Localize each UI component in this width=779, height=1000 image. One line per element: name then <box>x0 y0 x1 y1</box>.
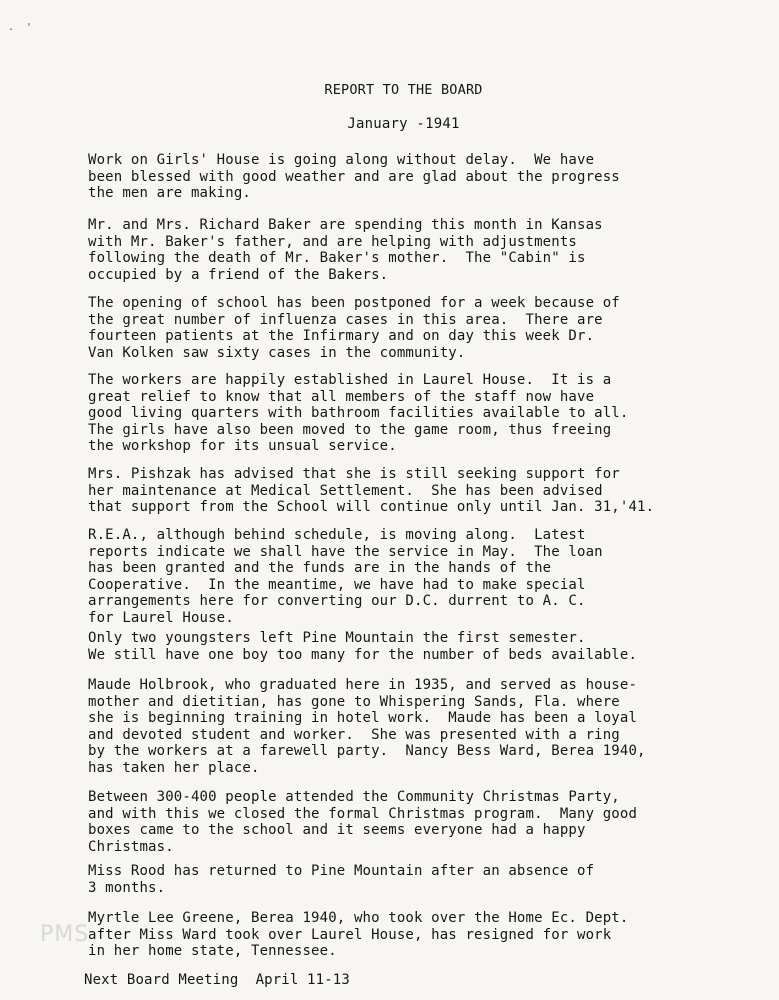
paragraph-school-opening: The opening of school has been postponed for a week because of the great number of influenza cases in this area. There are fourteen patients at the Infirmary and on day this week Dr. Van Kolken saw sixty cases in the community. <box>88 295 620 361</box>
margin-mark: . ' <box>8 22 33 33</box>
paragraph-maude-holbrook: Maude Holbrook, who graduated here in 1935, and served as house- mother and dietitian, has gone to Whispering Sands, Fla. where she is beginning training in hotel work. Maude has been a loyal and devoted student and worker. She was presented with a ring by the workers at a farewell party. Nancy Bess Ward, Berea 1940, has taken her place. <box>88 677 646 776</box>
report-date: January -1941 <box>347 116 460 132</box>
paragraph-christmas: Between 300-400 people attended the Community Christmas Party, and with this we closed the formal Christmas program. Many good boxes came to the school and it seems everyone had a happy Christmas. <box>88 789 638 855</box>
paragraph-miss-rood: Miss Rood has returned to Pine Mountain after an absence of 3 months. <box>88 863 595 896</box>
next-meeting-note: Next Board Meeting April 11-13 <box>84 972 350 988</box>
archive-watermark: PMS <box>40 922 90 947</box>
paragraph-semester: Only two youngsters left Pine Mountain the first semester. We still have one boy too many for the number of beds available. <box>88 630 638 663</box>
paragraph-baker-family: Mr. and Mrs. Richard Baker are spending this month in Kansas with Mr. Baker's father, and are helping with adjustments following the death of Mr. Baker's mother. The "Cabin" is occupied by a friend of the Bakers. <box>88 217 603 283</box>
paragraph-laurel-house: The workers are happily established in Laurel House. It is a great relief to know that all members of the staff now have good living quarters with bathroom facilities available to all. The girls have also been moved to the game room, thus freeing the workshop for its unsual service. <box>88 372 629 454</box>
paragraph-myrtle-greene: Myrtle Lee Greene, Berea 1940, who took over the Home Ec. Dept. after Miss Ward took over Laurel House, has resigned for work in her home state, Tennessee. <box>88 910 629 959</box>
paragraph-rea: R.E.A., although behind schedule, is moving along. Latest reports indicate we shall have the service in May. The loan has been granted and the funds are in the hands of the Cooperative. In the meantime, we have had to make special arrangements here for converting our D.C. durrent to A. C. for Laurel House. <box>88 527 603 626</box>
report-title: REPORT TO THE BOARD <box>324 82 483 98</box>
paragraph-pishzak: Mrs. Pishzak has advised that she is still seeking support for her maintenance at Medical Settlement. She has been advised that support from the School will continue only until Jan. 31,'41. <box>88 466 655 515</box>
paragraph-girls-house: Work on Girls' House is going along without delay. We have been blessed with good weather and are glad about the progress the men are making. <box>88 152 620 201</box>
